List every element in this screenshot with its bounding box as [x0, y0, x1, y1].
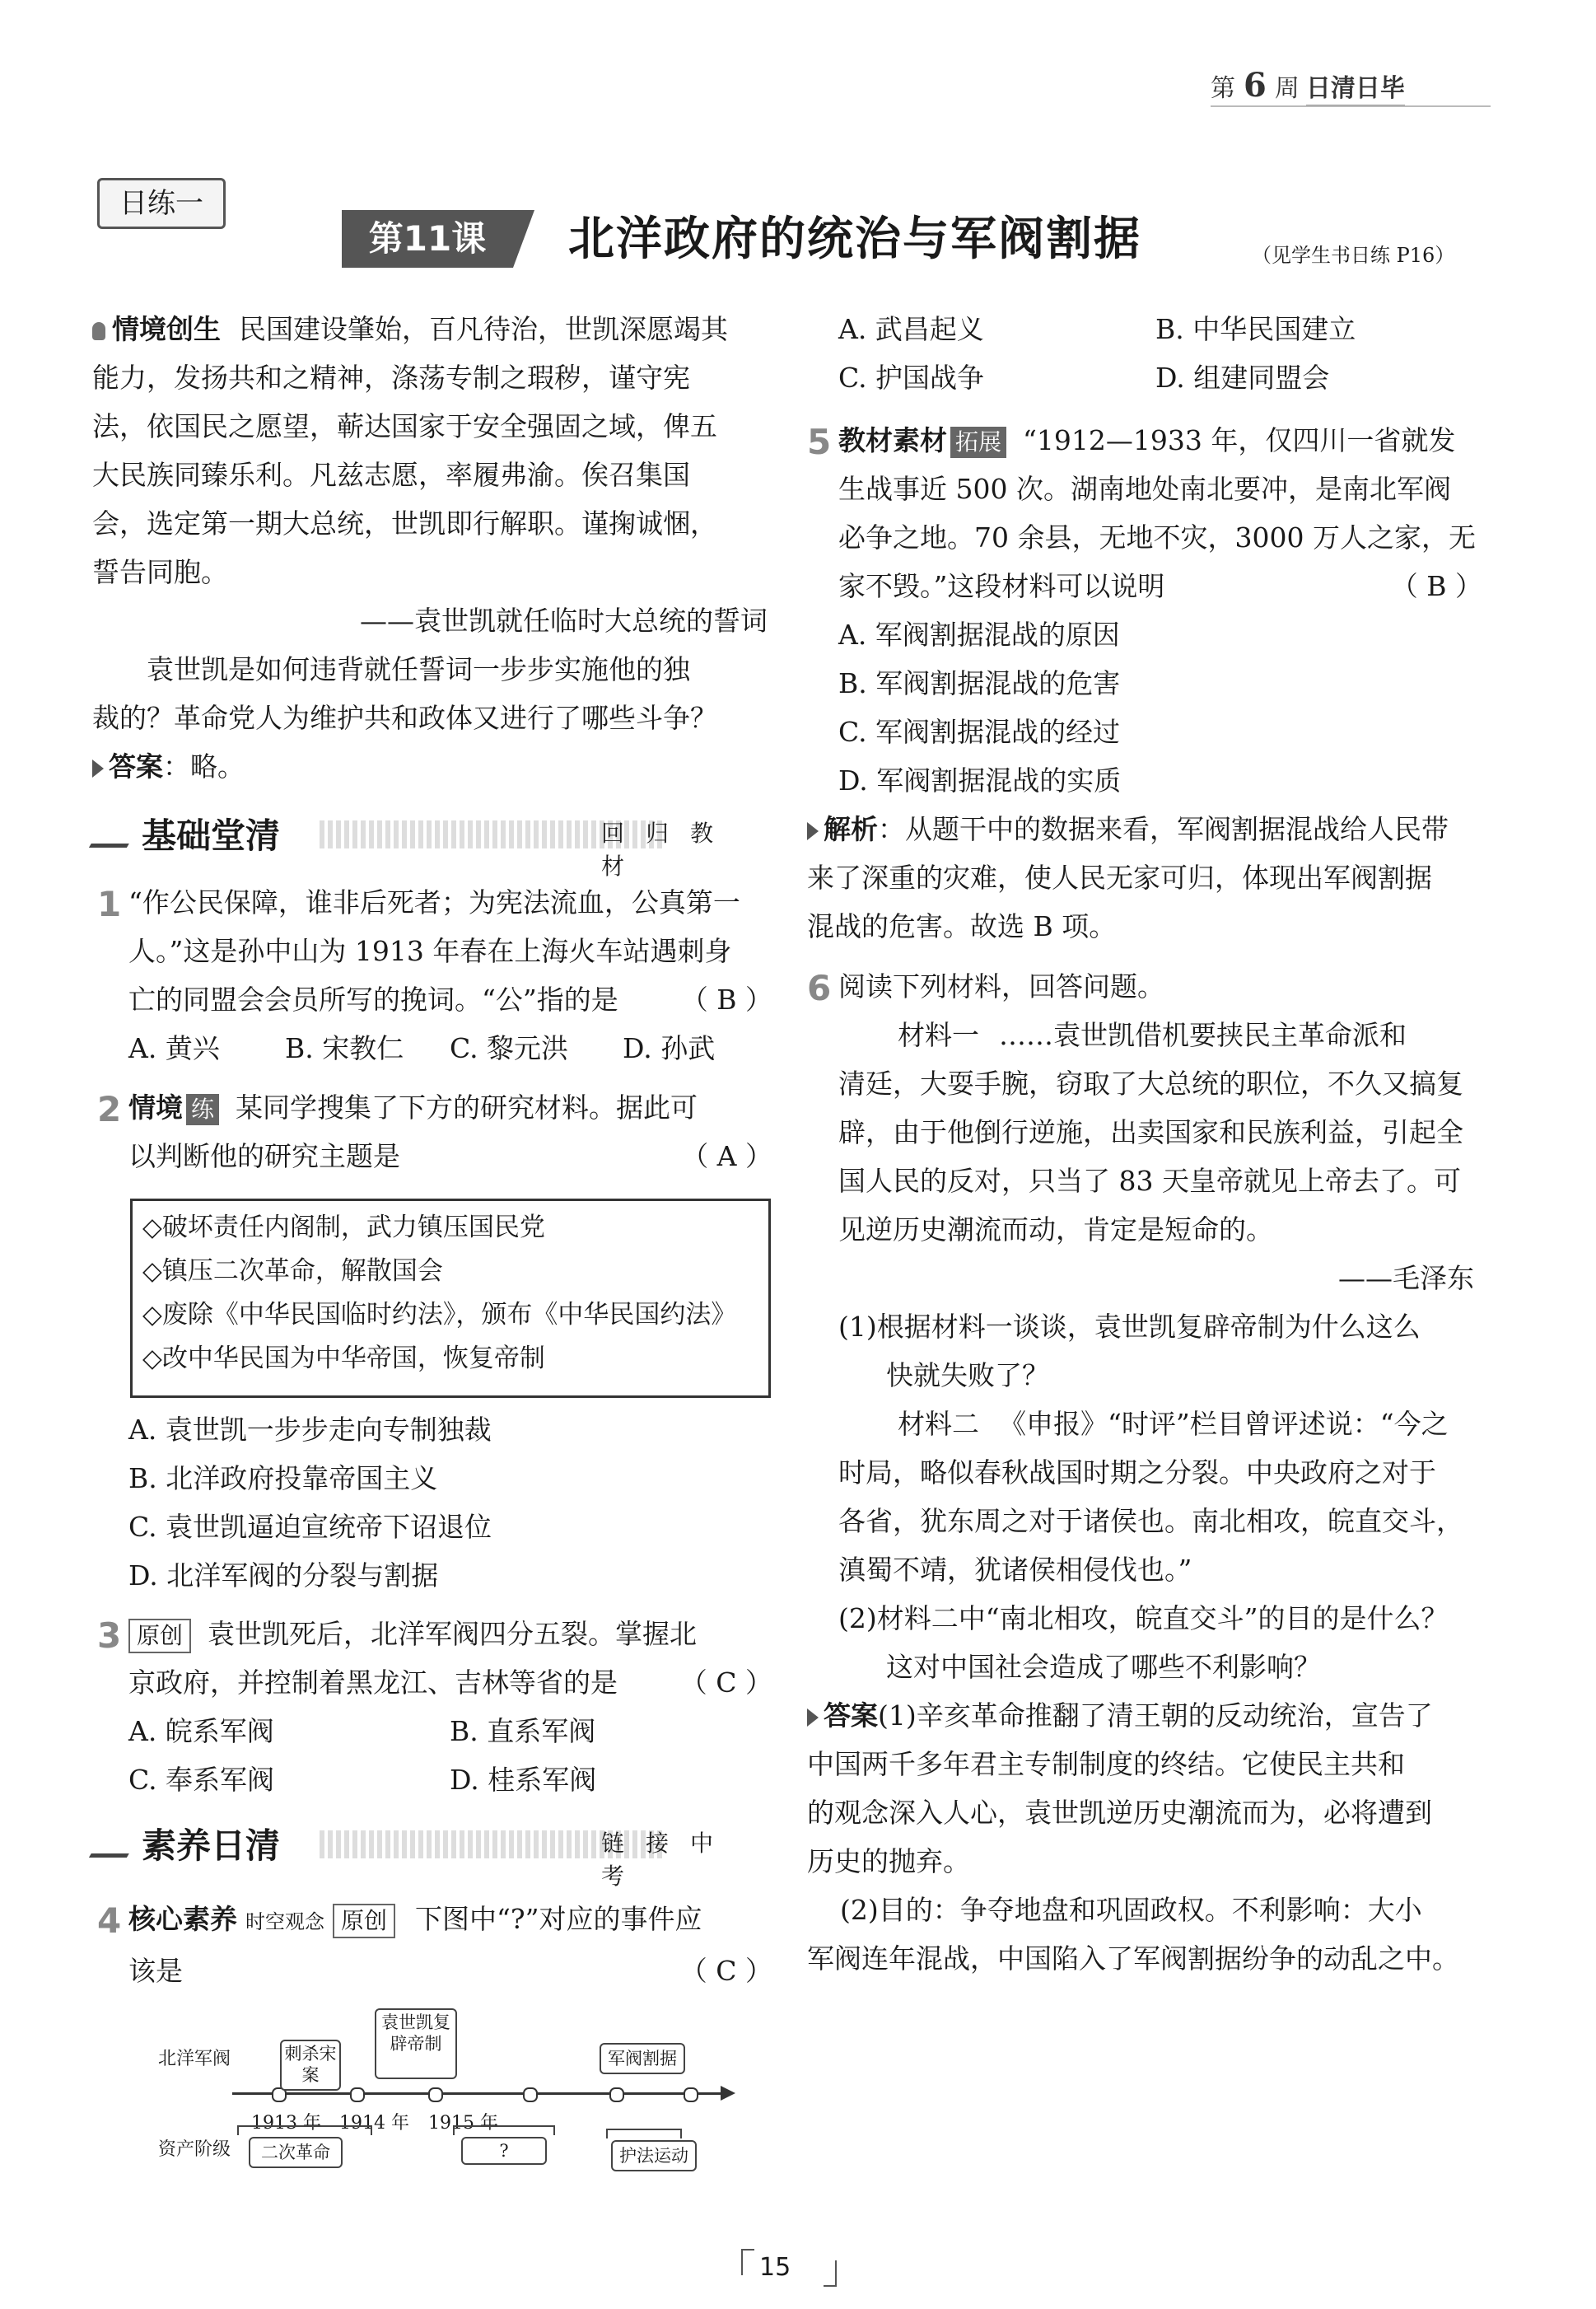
- page-number: 15: [759, 2253, 791, 2282]
- tag-original: 原创: [333, 1904, 395, 1938]
- material-line: 国人民的反对，只当了 83 天皇帝就见上帝去了。可: [838, 1165, 1461, 1197]
- question-number: 1: [97, 884, 122, 924]
- question-6: [807, 962, 1491, 1983]
- question-line: 该是: [128, 1955, 183, 1987]
- option-b: B. 军阀割据混战的危害: [838, 667, 1121, 699]
- sub-question: (1)根据材料一谈谈，袁世凯复辟帝制为什么这么: [838, 1311, 1421, 1343]
- answer-line: 的观念深入人心，袁世凯逆历史潮流而为，必将遭到: [807, 1797, 1432, 1829]
- material-line: ……袁世凯借机要挟民主革命派和: [999, 1019, 1407, 1051]
- option-d: D. 北洋军阀的分裂与割据: [128, 1559, 439, 1592]
- option-d: D. 桂系军阀: [450, 1764, 597, 1796]
- row-label-top: 北洋军阀: [158, 2049, 231, 2069]
- tag-scenario: 情境: [128, 1091, 183, 1124]
- event-song-case: 刺杀宋案: [280, 2040, 341, 2091]
- timeline-diagram: [148, 2012, 774, 2183]
- option-b: B. 中华民国建立: [1155, 313, 1356, 345]
- tag-practice: 练: [186, 1094, 219, 1125]
- question-2-options: [128, 1405, 771, 1600]
- header-rule: [1211, 105, 1491, 107]
- week-number: 6: [1244, 66, 1267, 105]
- option-c: C. 军阀割据混战的经过: [838, 716, 1121, 748]
- material-line: 辟，由于他倒行逆施，出卖国家和民族利益，引起全: [838, 1116, 1463, 1148]
- bracket-line: [237, 2125, 372, 2135]
- material-box: [130, 1199, 771, 1398]
- answer-line: 历史的抛弃。: [807, 1845, 970, 1877]
- question-line: “作公民保障，谁非后死者；为宪法流血，公真第一: [128, 886, 740, 918]
- question-number: 6: [807, 968, 832, 1008]
- option-c: C. 奉系军阀: [128, 1764, 275, 1796]
- tag-extend: 拓展: [950, 427, 1006, 458]
- material-line: 各省，犹东周之对于诸侯也。南北相攻，皖直交斗，: [838, 1505, 1463, 1537]
- intro-question: 袁世凯是如何违背就任誓词一步步实施他的独: [147, 653, 690, 685]
- event-warlord: 军阀割据: [600, 2043, 685, 2074]
- week-prefix: 第: [1211, 74, 1235, 103]
- answer-label: 答案: [824, 1699, 878, 1732]
- question-line: 必争之地。70 余县，无地不灾，3000 万人之家，无: [838, 521, 1476, 554]
- event-restoration: 袁世凯复辟帝制: [375, 2008, 457, 2079]
- option-a: A. 武昌起义: [838, 313, 984, 345]
- question-line: 下图中“?”对应的事件应: [415, 1903, 702, 1935]
- triangle-icon: [807, 822, 819, 840]
- question-line: 生战事近 500 次。湖南地处南北要冲，是南北军阀: [838, 473, 1451, 505]
- intro-line: 法，依国民之愿望，蕲达国家于安全强固之域，俾五: [92, 410, 717, 442]
- question-number: 5: [807, 422, 832, 462]
- option-a: A. 黄兴: [128, 1032, 220, 1064]
- analysis-line: 混战的危害。故选 B 项。: [807, 910, 1117, 942]
- question-line: 亡的同盟会会员所写的挽词。“公”指的是: [128, 984, 618, 1016]
- timeline-node: [428, 2087, 443, 2102]
- triangle-icon: [92, 760, 104, 778]
- answer-choice: （ A ）: [681, 1140, 772, 1172]
- question-line: “1912—1933 年，仅四川一省就发: [1023, 424, 1456, 456]
- timeline-node: [523, 2087, 538, 2102]
- tag-original: 原创: [128, 1619, 191, 1653]
- bracket-line: [606, 2129, 682, 2138]
- pencil-icon: [89, 1829, 143, 1858]
- pencil-icon: [89, 819, 143, 848]
- timeline-node: [609, 2087, 624, 2102]
- intro-question: 裁的？革命党人为维护共和政体又进行了哪些斗争？: [92, 702, 717, 734]
- answer-choice: （ C ）: [679, 1955, 772, 1987]
- lesson-number: 第11课: [342, 210, 513, 268]
- question-number: 4: [97, 1900, 122, 1941]
- timeline-axis: [232, 2092, 726, 2095]
- bracket-line: [453, 2125, 555, 2135]
- answer-line: (2)目的：争夺地盘和巩固政权。不利影响：大小: [840, 1894, 1422, 1926]
- section-side-label: 回归教材: [601, 820, 735, 880]
- intro-line: 会，选定第一期大总统，世凯即行解职。谨掬诚悃，: [92, 507, 717, 540]
- intro-line: 民国建设肇始，百凡待治，世凯深愿竭其: [239, 313, 728, 345]
- question-line: 某同学搜集了下方的研究材料。据此可: [236, 1091, 698, 1124]
- question-line: 袁世凯死后，北洋军阀四分五裂。掌握北: [208, 1618, 698, 1650]
- section-title: 基础堂清: [142, 816, 281, 856]
- answer-line: (1)辛亥革命推翻了清王朝的反动统治，宣告了: [878, 1699, 1433, 1732]
- row-label-bottom: 资产阶级: [158, 2139, 231, 2160]
- section-title: 素养日清: [142, 1825, 281, 1866]
- question-stem: 阅读下列材料，回答问题。: [838, 970, 1164, 1003]
- answer-choice: （ C ）: [679, 1666, 772, 1699]
- lesson-number-tail: [513, 210, 534, 268]
- material-line: 见逆历史潮流而动，肯定是短命的。: [838, 1213, 1273, 1246]
- option-a: A. 袁世凯一步步走向专制独裁: [128, 1414, 492, 1446]
- timeline-node: [350, 2087, 365, 2102]
- event-protect-law: 护法运动: [611, 2140, 697, 2171]
- question-4-options: [838, 305, 1497, 402]
- question-4: [97, 1895, 772, 1995]
- page-bracket-left: [741, 2249, 754, 2275]
- option-b: B. 直系军阀: [450, 1715, 596, 1747]
- sub-question: (2)材料二中“南北相攻，皖直交斗”的目的是什么？: [838, 1602, 1449, 1634]
- series-name: 日清日毕: [1306, 74, 1405, 107]
- sub-question: 这对中国社会造成了哪些不利影响？: [886, 1651, 1321, 1683]
- year-1915: 1915 年: [428, 2113, 498, 2134]
- rilian-badge: 日练一: [97, 178, 226, 229]
- intro-answer: ：略。: [163, 750, 245, 783]
- section-side-label: 链接中考: [601, 1830, 735, 1890]
- question-2: [97, 1083, 772, 1180]
- question-line: 以判断他的研究主题是: [128, 1140, 400, 1172]
- event-second-revolution: 二次革命: [249, 2137, 343, 2168]
- option-c: C. 黎元洪: [450, 1032, 569, 1064]
- material-source: ——毛泽东: [1338, 1262, 1474, 1294]
- tag-space-time: 时空观念: [245, 1910, 324, 1933]
- answer-choice: （ B ）: [1390, 570, 1482, 602]
- question-1: [97, 878, 772, 1073]
- option-d: D. 军阀割据混战的实质: [838, 764, 1122, 797]
- tag-core-literacy: 核心素养: [128, 1903, 237, 1935]
- intro-source: ——袁世凯就任临时大总统的誓词: [360, 605, 768, 637]
- intro-block: [92, 305, 776, 791]
- intro-line: 能力，发扬共和之精神，涤荡专制之瑕秽，谨守宪: [92, 362, 690, 394]
- week-suffix: 周: [1274, 74, 1300, 103]
- answer-line: 中国两千多年君主专制制度的终结。它使民主共和: [807, 1748, 1405, 1780]
- timeline-node: [684, 2087, 698, 2102]
- lesson-title: 北洋政府的统治与军阀割据: [568, 213, 1141, 266]
- question-number: 2: [97, 1089, 122, 1129]
- option-d: D. 组建同盟会: [1155, 362, 1330, 394]
- option-a: A. 皖系军阀: [128, 1715, 274, 1747]
- material-item: ◇改中华民国为中华帝国，恢复帝制: [142, 1344, 545, 1373]
- question-line: 京政府，并控制着黑龙江、吉林等省的是: [128, 1666, 618, 1699]
- option-c: C. 袁世凯逼迫宣统帝下诏退位: [128, 1511, 492, 1543]
- arrow-icon: [721, 2086, 735, 2101]
- lesson-reference: （见学生书日练 P16）: [1252, 244, 1455, 267]
- material-line: 清廷，大耍手腕，窃取了大总统的职位，不久又搞复: [838, 1068, 1463, 1100]
- question-number: 3: [97, 1615, 122, 1656]
- intro-line: 誓告同胞。: [92, 556, 228, 588]
- intro-line: 大民族同臻乐利。凡兹志愿，率履弗渝。俟召集国: [92, 459, 690, 491]
- tag-textbook: 教材素材: [838, 424, 947, 456]
- year-1913: 1913 年: [251, 2113, 321, 2134]
- option-d: D. 孙武: [623, 1032, 716, 1064]
- answer-choice: （ B ）: [680, 984, 772, 1016]
- page-bracket-right: [824, 2260, 837, 2287]
- analysis-line: ：从题干中的数据来看，军阀割据混战给人民带: [878, 813, 1449, 845]
- question-5: [807, 416, 1482, 951]
- option-a: A. 军阀割据混战的原因: [838, 619, 1120, 651]
- material-line: 滇蜀不靖，犹诸侯相侵伐也。”: [838, 1554, 1192, 1586]
- material-1-label: 材料一: [898, 1019, 979, 1051]
- intro-label: 情境创生: [112, 313, 221, 345]
- material-item: ◇镇压二次革命，解散国会: [142, 1256, 443, 1286]
- year-1914: 1914 年: [339, 2113, 409, 2134]
- event-unknown: ?: [461, 2137, 547, 2165]
- option-b: B. 北洋政府投靠帝国主义: [128, 1462, 438, 1494]
- material-line: 时局，略似春秋战国时期之分裂。中央政府之对于: [838, 1456, 1436, 1489]
- question-line: 家不毁。”这段材料可以说明: [838, 570, 1165, 602]
- triangle-icon: [807, 1708, 819, 1727]
- option-b: B. 宋教仁: [285, 1032, 404, 1064]
- answer-line: 军阀连年混战，中国陷入了军阀割据纷争的动乱之中。: [807, 1942, 1459, 1975]
- question-line: 人。”这是孙中山为 1913 年春在上海火车站遇刺身: [128, 935, 732, 967]
- section-basic: [97, 809, 772, 880]
- material-line: 《申报》“时评”栏目曾评述说：“今之: [999, 1408, 1449, 1440]
- section-literacy: [97, 1819, 772, 1890]
- material-item: ◇破坏责任内阁制，武力镇压国民党: [142, 1213, 545, 1242]
- material-item: ◇废除《中华民国临时约法》，颁布《中华民国约法》: [142, 1300, 737, 1330]
- answer-label: 答案: [109, 750, 163, 783]
- analysis-label: 解析: [824, 813, 878, 845]
- sub-question: 快就失败了？: [886, 1359, 1049, 1391]
- material-2-label: 材料二: [898, 1408, 979, 1440]
- analysis-line: 来了深重的灾难，使人民无家可归，体现出军阀割据: [807, 862, 1432, 894]
- option-c: C. 护国战争: [838, 362, 985, 394]
- week-header: [1211, 66, 1405, 105]
- question-3: [97, 1610, 772, 1804]
- bulb-icon: [92, 322, 105, 340]
